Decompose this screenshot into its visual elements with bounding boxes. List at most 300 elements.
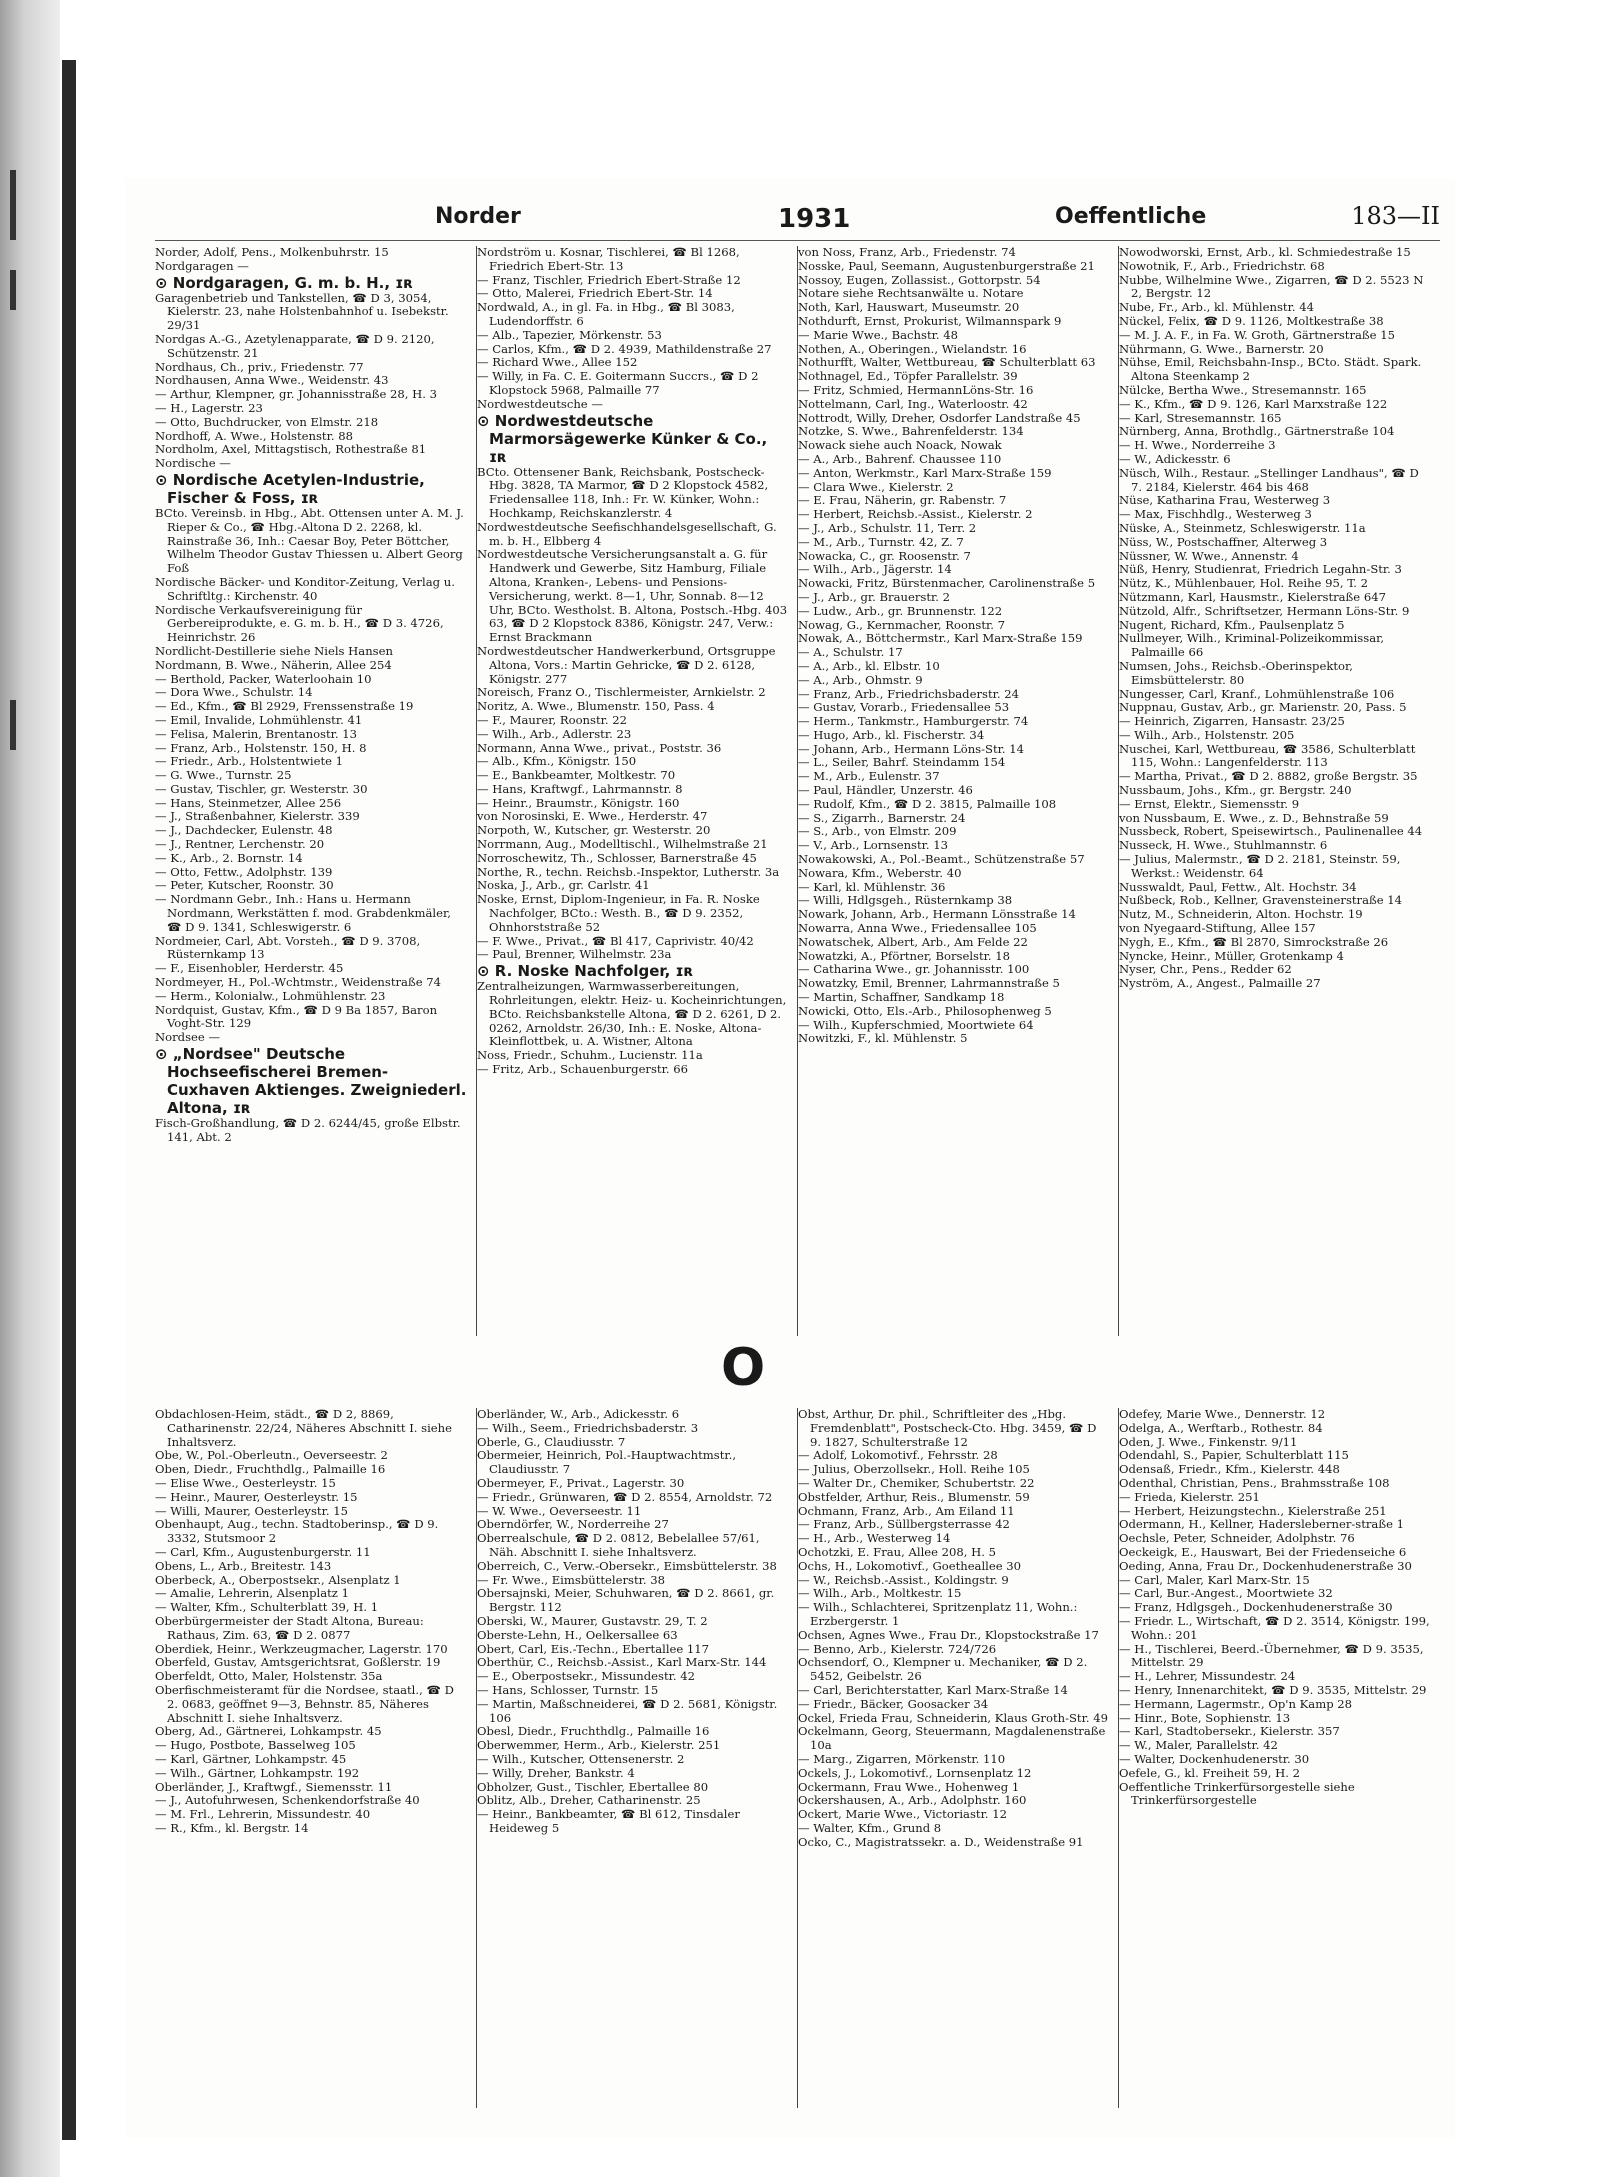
directory-entry: — Franz, Arb., Süllbergsterrasse 42 (798, 1517, 1010, 1532)
directory-entry: Nordgaragen — (155, 258, 249, 273)
directory-entry: — J., Dachdecker, Eulenstr. 48 (155, 823, 333, 838)
directory-entry: — Martin, Schaffner, Sandkamp 18 (798, 990, 1005, 1005)
directory-entry: — G. Wwe., Turnstr. 25 (155, 768, 292, 783)
directory-entry: Nubbe, Wilhelmine Wwe., Zigarren, ☎ D 2. 5523 N 2, Bergstr. 12 (1119, 272, 1424, 301)
directory-entry: Noritz, A. Wwe., Blumenstr. 150, Pass. 4 (477, 699, 715, 714)
directory-entry: Nordwestdeutsche — (477, 396, 603, 411)
directory-entry: Oeding, Anna, Frau Dr., Dockenhudenerstraße 30 (1119, 1558, 1412, 1573)
directory-entry: — A., Arb., kl. Elbstr. 10 (798, 658, 940, 673)
header-left: Norder (435, 204, 521, 229)
directory-entry: ⊙ Nordgaragen, G. m. b. H., ɪʀ (155, 273, 414, 292)
directory-entry: — Karl, Gärtner, Lohkampstr. 45 (155, 1751, 347, 1766)
section-letter: O (721, 1338, 766, 1398)
directory-entry: — V., Arb., Lornsenstr. 13 (798, 838, 949, 853)
directory-entry: — Gustav, Vorarb., Friedensallee 53 (798, 700, 1010, 715)
directory-entry: — Ed., Kfm., ☎ Bl 2929, Frenssenstraße 19 (155, 699, 414, 714)
directory-entry: — Franz, Arb., Friedrichsbaderstr. 24 (798, 686, 1020, 701)
scan-background-left (0, 0, 60, 2177)
directory-entry: Oberländer, W., Arb., Adickesstr. 6 (477, 1408, 680, 1421)
directory-entry: — W., Adickesstr. 6 (1119, 451, 1231, 466)
directory-entry: Nordische Verkaufsvereinigung für Gerbereiprodukte, e. G. m. b. H., ☎ D 3. 4726, Heinrichstr. 26 (155, 602, 444, 645)
directory-entry: — Otto, Fettw., Adolphstr. 139 (155, 864, 333, 879)
directory-entry: — Benno, Arb., Kielerstr. 724/726 (798, 1641, 997, 1656)
directory-entry: Obens, L., Arb., Breitestr. 143 (155, 1558, 332, 1573)
binding-mark (10, 270, 16, 310)
directory-column (476, 1408, 789, 2108)
directory-entry: — Wilh., Kutscher, Ottensenerstr. 2 (477, 1751, 685, 1766)
directory-entry: Oberle, G., Claudiusstr. 7 (477, 1434, 626, 1449)
directory-entry: — Heinr., Braumstr., Königstr. 160 (477, 795, 680, 810)
directory-entry: Nowacki, Fritz, Bürstenmacher, Carolinenstraße 5 (798, 576, 1096, 591)
directory-entry: Oberbürgermeister der Stadt Altona, Bureau: Rathaus, Zim. 63, ☎ D 2. 0877 (155, 1613, 424, 1642)
directory-entry: Obenhaupt, Aug., techn. Stadtoberinsp., ☎ D 9. 3332, Stutsmoor 2 (155, 1517, 439, 1546)
directory-entry: — Franz, Hdlgsgeh., Dockenhudenerstraße 30 (1119, 1600, 1393, 1615)
directory-entry: — Ludw., Arb., gr. Brunnenstr. 122 (798, 603, 1003, 618)
directory-entry: Noss, Friedr., Schuhm., Lucienstr. 11a (477, 1048, 703, 1063)
directory-entry: von Noss, Franz, Arb., Friedenstr. 74 (798, 246, 1016, 259)
directory-entry: — Paul, Brenner, Wilhelmstr. 23a (477, 947, 672, 962)
directory-entry: Odensaß, Friedr., Kfm., Kielerstr. 448 (1119, 1462, 1340, 1477)
directory-entry: — W., Maler, Parallelstr. 42 (1119, 1738, 1278, 1753)
directory-entry: — Adolf, Lokomotivf., Fehrsstr. 28 (798, 1448, 998, 1463)
directory-entry: — Carl, Kfm., Augustenburgerstr. 11 (155, 1544, 371, 1559)
directory-entry: — K., Arb., 2. Bornstr. 14 (155, 850, 303, 865)
directory-entry: Norder, Adolf, Pens., Molkenbuhrstr. 15 (155, 246, 389, 259)
directory-entry: Nürnberg, Anna, Brothdlg., Gärtnerstraße 104 (1119, 424, 1395, 439)
directory-entry: Nowacka, C., gr. Roosenstr. 7 (798, 548, 971, 563)
directory-entry: Odefey, Marie Wwe., Dennerstr. 12 (1119, 1408, 1326, 1421)
directory-column (1118, 1408, 1431, 2108)
directory-entry: — Dora Wwe., Schulstr. 14 (155, 685, 313, 700)
directory-entry: — Herbert, Heizungstechn., Kielerstraße 251 (1119, 1503, 1387, 1518)
directory-entry: — Heinr., Bankbeamter, ☎ Bl 612, Tinsdaler Heideweg 5 (477, 1807, 740, 1835)
directory-entry: Ocko, C., Magistratssekr. a. D., Weidenstraße 91 (798, 1834, 1084, 1849)
directory-entry: — H., Lehrer, Missundestr. 24 (1119, 1669, 1296, 1684)
directory-entry: — A., Arb., Ohmstr. 9 (798, 672, 923, 687)
directory-entry: Nowara, Kfm., Weberstr. 40 (798, 865, 962, 880)
directory-entry: Ockershausen, A., Arb., Adolphstr. 160 (798, 1793, 1027, 1808)
directory-entry: Nußbeck, Rob., Kellner, Gravensteinerstraße 14 (1119, 893, 1403, 908)
directory-entry: Zentralheizungen, Warmwasserbereitungen, Rohrleitungen, elektr. Heiz- u. Kocheinrichtungen, BCto. Reichsbankstelle Altona, ☎ D 2. 6261, D 2. 0262, Arnoldstr. 26/30, Inh.: E. Noske, Altona-Kleinflottbek, u. A. Wistner, Altona (477, 979, 787, 1049)
directory-entry: Nordmeier, Carl, Abt. Vorsteh., ☎ D 9. 3708, Rüsternkamp 13 (155, 933, 421, 962)
directory-entry: — Marie Wwe., Bachstr. 48 (798, 327, 959, 342)
directory-entry: — Hermann, Lagermstr., Op'n Kamp 28 (1119, 1696, 1353, 1711)
directory-entry: — Karl, Stadtobersekr., Kielerstr. 357 (1119, 1724, 1340, 1739)
directory-entry: — Wilh., Arb., Moltkestr. 15 (798, 1586, 962, 1601)
directory-entry: — Friedr., Grünwaren, ☎ D 2. 8554, Arnoldstr. 72 (477, 1489, 773, 1504)
directory-entry: Nottrodt, Willy, Dreher, Osdorfer Landstraße 45 (798, 410, 1081, 425)
directory-entry: Nutz, M., Schneiderin, Alton. Hochstr. 19 (1119, 907, 1363, 922)
directory-entry: Oden, J. Wwe., Finkenstr. 9/11 (1119, 1434, 1298, 1449)
directory-entry: Numsen, Johs., Reichsb.-Oberinspektor, Eimsbüttelerstr. 80 (1119, 658, 1353, 687)
directory-entry: Nygh, E., Kfm., ☎ Bl 2870, Simrockstraße 26 (1119, 934, 1389, 949)
directory-entry: Oblitz, Alb., Dreher, Catharinenstr. 25 (477, 1793, 701, 1808)
directory-entry: — Wilh., Arb., Holstenstr. 205 (1119, 727, 1295, 742)
directory-entry: Nordische Bäcker- und Konditor-Zeitung, Verlag u. Schriftltg.: Kirchenstr. 40 (155, 574, 455, 603)
directory-entry: Noska, J., Arb., gr. Carlstr. 41 (477, 878, 650, 893)
directory-entry: — H., Arb., Westerweg 14 (798, 1531, 951, 1546)
directory-entry: Oberreich, C., Verw.-Obersekr., Eimsbüttelerstr. 38 (477, 1558, 777, 1573)
directory-entry: Obersajnski, Meier, Schuhwaren, ☎ D 2. 8661, gr. Bergstr. 112 (477, 1586, 775, 1615)
directory-entry: — Ernst, Elektr., Siemensstr. 9 (1119, 796, 1300, 811)
directory-entry: — M. Frl., Lehrerin, Missundestr. 40 (155, 1807, 371, 1822)
directory-entry: Nordström u. Kosnar, Tischlerei, ☎ Bl 1268, Friedrich Ebert-Str. 13 (477, 246, 740, 273)
directory-entry: Oberfeld, Gustav, Amtsgerichtsrat, Goßlerstr. 19 (155, 1655, 441, 1670)
directory-entry: Nüssner, W. Wwe., Annenstr. 4 (1119, 548, 1299, 563)
directory-entry: Ockelmann, Georg, Steuermann, Magdalenenstraße 10a (798, 1724, 1106, 1753)
directory-entry: Nowatschek, Albert, Arb., Am Felde 22 (798, 934, 1028, 949)
directory-entry: — Martin, Maßschneiderei, ☎ D 2. 5681, Königstr. 106 (477, 1696, 778, 1725)
directory-entry: Ochsendorf, O., Klempner u. Mechaniker, ☎ D 2. 5452, Geibelstr. 26 (798, 1655, 1088, 1684)
directory-entry: — Henry, Innenarchitekt, ☎ D 9. 3535, Mittelstr. 29 (1119, 1682, 1427, 1697)
directory-entry: Nowarra, Anna Wwe., Friedensallee 105 (798, 921, 1037, 936)
directory-entry: — Wilh., Kupferschmied, Moortwiete 64 (798, 1017, 1034, 1032)
directory-entry: von Nyegaard-Stiftung, Allee 157 (1119, 921, 1316, 936)
directory-entry: Oben, Diedr., Fruchthdlg., Palmaille 16 (155, 1462, 386, 1477)
directory-entry: — Hans, Steinmetzer, Allee 256 (155, 795, 342, 810)
directory-entry: — Carlos, Kfm., ☎ D 2. 4939, Mathildenstraße 27 (477, 341, 772, 356)
directory-entry: Nuschei, Karl, Wettbureau, ☎ 3586, Schulterblatt 115, Wohn.: Langenfelderstr. 113 (1119, 741, 1416, 770)
directory-entry: — Fritz, Schmied, HermannLöns-Str. 16 (798, 382, 1034, 397)
directory-entry: — Julius, Oberzollsekr., Holl. Reihe 105 (798, 1462, 1030, 1477)
directory-entry: Nüss, W., Postschaffner, Alterweg 3 (1119, 534, 1328, 549)
directory-entry: Obesl, Diedr., Fruchthdlg., Palmaille 16 (477, 1724, 710, 1739)
directory-entry: — A., Arb., Bahrenf. Chaussee 110 (798, 451, 1002, 466)
directory-column (155, 246, 467, 1336)
directory-entry: Nordwestdeutsche Versicherungsanstalt a. G. für Handwerk und Gewerbe, Sitz Hamburg, Filiale Altona, Kranken-, Lebens- und Pensions-Versicherung, werkt. 8—1, Uhr, Sonnab. 8—12 Uhr, BCto. Westholst. B. Altona, Postsch.-Hbg. 403 63, ☎ D 2 Klopstock 8386, Königstr. 247, Verw.: Ernst Brackmann (477, 547, 788, 645)
directory-entry: — Emil, Invalide, Lohmühlenstr. 41 (155, 712, 363, 727)
directory-entry: Nordwald, A., in gl. Fa. in Hbg., ☎ Bl 3083, Ludendorffstr. 6 (477, 300, 735, 328)
directory-entry: Nyncke, Heinr., Müller, Grotenkamp 4 (1119, 948, 1344, 963)
directory-entry: — J., Rentner, Lerchenstr. 20 (155, 837, 325, 852)
directory-entry: Nowatzki, A., Pförtner, Borselstr. 18 (798, 948, 1011, 963)
directory-entry: — H., Tischlerei, Beerd.-Übernehmer, ☎ D 9. 3535, Mittelstr. 29 (1119, 1641, 1424, 1670)
directory-entry: Nugent, Richard, Kfm., Paulsenplatz 5 (1119, 617, 1345, 632)
directory-entry: Nüsch, Wilh., Restaur. „Stellinger Landhaus", ☎ D 7. 2184, Kielerstr. 464 bis 468 (1119, 465, 1419, 494)
directory-entry: — Wilh., Arb., Jägerstr. 14 (798, 562, 952, 577)
directory-entry: — Friedr., Arb., Holstentwiete 1 (155, 754, 344, 769)
directory-entry: Nordwestdeutsche Seefischhandelsgesellschaft, G. m. b. H., Elbberg 4 (477, 519, 777, 548)
directory-entry: Ochs, H., Lokomotivf., Goetheallee 30 (798, 1558, 1022, 1573)
directory-entry: — Hinr., Bote, Sophienstr. 13 (1119, 1710, 1291, 1725)
directory-entry: Nowatzky, Emil, Brenner, Lahrmannstraße 5 (798, 976, 1060, 991)
directory-entry: Northe, R., techn. Reichsb.-Inspektor, Lutherstr. 3a (477, 864, 780, 879)
directory-entry: Odermann, H., Kellner, Hadersleberner-straße 1 (1119, 1517, 1405, 1532)
directory-entry: Notzke, S. Wwe., Bahrenfelderstr. 134 (798, 424, 1024, 439)
directory-entry: Nordmann, B. Wwe., Näherin, Allee 254 (155, 657, 392, 672)
directory-entry: Nütz, K., Mühlenbauer, Hol. Reihe 95, T. 2 (1119, 576, 1368, 591)
directory-entry: Nüse, Katharina Frau, Westerweg 3 (1119, 493, 1331, 508)
directory-entry: — Nordmann Gebr., Inh.: Hans u. Hermann Nordmann, Werkstätten f. mod. Grabdenkmäler, ☎ D 9. 1341, Schleswigerstr. 6 (155, 892, 451, 934)
directory-entry: — Elise Wwe., Oesterleystr. 15 (155, 1475, 336, 1490)
directory-entry: Oberg, Ad., Gärtnerei, Lohkampstr. 45 (155, 1724, 382, 1739)
directory-entry: — H., Lagerstr. 23 (155, 400, 263, 415)
directory-column (155, 1408, 467, 2108)
directory-entry: — Herm., Tankmstr., Hamburgerstr. 74 (798, 714, 1029, 729)
directory-entry: — R., Kfm., kl. Bergstr. 14 (155, 1820, 309, 1835)
directory-entry: Nordische — (155, 456, 231, 471)
directory-entry: — Arthur, Klempner, gr. Johannisstraße 28, H. 3 (155, 387, 438, 402)
directory-entry: Nowotnik, F., Arb., Friedrichstr. 68 (1119, 258, 1325, 273)
directory-entry: — Heinr., Maurer, Oesterleystr. 15 (155, 1489, 358, 1504)
directory-entry: Obe, W., Pol.-Oberleutn., Oeverseestr. 2 (155, 1448, 388, 1463)
directory-entry: Oberndörfer, W., Norderreihe 27 (477, 1517, 669, 1532)
directory-entry: Nützold, Alfr., Schriftsetzer, Hermann Löns-Str. 9 (1119, 603, 1410, 618)
directory-entry: — Felisa, Malerin, Brentanostr. 13 (155, 726, 358, 741)
binding-edge (62, 60, 76, 2140)
directory-entry: von Norosinski, E. Wwe., Herderstr. 47 (477, 809, 708, 824)
directory-entry: — Otto, Malerei, Friedrich Ebert-Str. 14 (477, 286, 713, 301)
directory-entry: — Alb., Kfm., Königstr. 150 (477, 754, 637, 769)
directory-entry: — Clara Wwe., Kielerstr. 2 (798, 479, 954, 494)
directory-entry: — Otto, Buchdrucker, von Elmstr. 218 (155, 414, 379, 429)
directory-entry: — M., Arb., Turnstr. 42, Z. 7 (798, 534, 964, 549)
directory-entry: — Fritz, Arb., Schauenburgerstr. 66 (477, 1062, 688, 1077)
directory-entry: Nossoy, Eugen, Zollassist., Gottorpstr. 54 (798, 272, 1041, 287)
directory-entry: Obdachlosen-Heim, städt., ☎ D 2, 8869, Catharinenstr. 22/24, Näheres Abschnitt I. siehe Inhaltsverz. (155, 1408, 452, 1449)
directory-entry: — Catharina Wwe., gr. Johannisstr. 100 (798, 962, 1030, 977)
directory-column (797, 1408, 1110, 2108)
directory-column (1118, 246, 1431, 1336)
directory-entry: — Fr. Wwe., Eimsbüttelerstr. 38 (477, 1572, 666, 1587)
directory-entry: — Johann, Arb., Hermann Löns-Str. 14 (798, 741, 1025, 756)
directory-entry: Obstfelder, Arthur, Reis., Blumenstr. 59 (798, 1489, 1030, 1504)
directory-entry: Oberski, W., Maurer, Gustavstr. 29, T. 2 (477, 1613, 708, 1628)
directory-entry: — Willy, in Fa. C. E. Goitermann Succrs., ☎ D 2 Klopstock 5968, Palmaille 77 (477, 369, 759, 397)
header-rule (155, 240, 1440, 241)
entries-section-o (155, 1408, 1440, 2108)
directory-entry: Oberbeck, A., Oberpostsekr., Alsenplatz 1 (155, 1572, 401, 1587)
directory-entry: Ochotzki, E. Frau, Allee 208, H. 5 (798, 1544, 997, 1559)
directory-entry: Nothen, A., Oberingen., Wielandstr. 16 (798, 341, 1027, 356)
directory-entry: — S., Arb., von Elmstr. 209 (798, 824, 957, 839)
directory-entry: — Karl, Stresemannstr. 165 (1119, 410, 1282, 425)
directory-entry: — Walter, Dockenhudenerstr. 30 (1119, 1751, 1310, 1766)
directory-entry: — Franz, Arb., Holstenstr. 150, H. 8 (155, 740, 367, 755)
directory-entry: Normann, Anna Wwe., privat., Poststr. 36 (477, 740, 722, 755)
directory-entry: — Wilh., Seem., Friedrichsbaderstr. 3 (477, 1420, 699, 1435)
directory-entry: Oechsle, Peter, Schneider, Adolphstr. 76 (1119, 1531, 1355, 1546)
directory-entry: ⊙ Nordwestdeutsche Marmorsägewerke Künker & Co., ɪʀ (477, 411, 768, 466)
directory-entry: Nussbaum, Johs., Kfm., gr. Bergstr. 240 (1119, 783, 1352, 798)
directory-entry: Nussbeck, Robert, Speisewirtsch., Paulinenallee 44 (1119, 824, 1423, 839)
directory-entry: — Martha, Privat., ☎ D 2. 8882, große Bergstr. 35 (1119, 769, 1418, 784)
directory-entry: — A., Schulstr. 17 (798, 645, 903, 660)
directory-entry: Notare siehe Rechtsanwälte u. Notare (798, 286, 1024, 301)
directory-entry: — Marg., Zigarren, Mörkenstr. 110 (798, 1751, 1006, 1766)
directory-entry: — Friedr., Bäcker, Goosacker 34 (798, 1696, 989, 1711)
directory-entry: Oberländer, J., Kraftwgf., Siemensstr. 11 (155, 1779, 393, 1794)
directory-entry: Ockels, J., Lokomotivf., Lornsenplatz 12 (798, 1765, 1032, 1780)
directory-entry: — M., Arb., Eulenstr. 37 (798, 769, 940, 784)
directory-entry: Nordholm, Axel, Mittagstisch, Rothestraße 81 (155, 442, 427, 457)
directory-entry: Nordwestdeutscher Handwerkerbund, Ortsgruppe Altona, Vors.: Martin Gehricke, ☎ D 2. 6128, Königstr. 277 (477, 643, 776, 686)
directory-entry: — Hugo, Postbote, Basselweg 105 (155, 1738, 356, 1753)
directory-entry: — Richard Wwe., Allee 152 (477, 355, 638, 370)
directory-entry: — Peter, Kutscher, Roonstr. 30 (155, 878, 334, 893)
directory-entry: — Paul, Händler, Unzerstr. 46 (798, 783, 973, 798)
directory-column (476, 246, 789, 1336)
directory-entry: Norroschewitz, Th., Schlosser, Barnerstraße 45 (477, 850, 757, 865)
directory-entry: Nowak, A., Böttchermstr., Karl Marx-Straße 159 (798, 631, 1083, 646)
binding-mark (10, 700, 16, 750)
directory-entry: Oberthür, C., Reichsb.-Assist., Karl Marx-Str. 144 (477, 1655, 767, 1670)
directory-entry: ⊙ Nordische Acetylen-Industrie, Fischer & Foss, ɪʀ (155, 470, 425, 507)
directory-entry: Nottelmann, Carl, Ing., Waterloostr. 42 (798, 396, 1028, 411)
directory-entry: Nückel, Felix, ☎ D 9. 1126, Moltkestraße 38 (1119, 313, 1384, 328)
directory-entry: Odelga, A., Werftarb., Rothestr. 84 (1119, 1420, 1323, 1435)
directory-entry: — Franz, Tischler, Friedrich Ebert-Straße 12 (477, 272, 741, 287)
directory-entry: Nothnagel, Ed., Töpfer Parallelstr. 39 (798, 369, 1018, 384)
directory-entry: — Max, Fischhdlg., Westerweg 3 (1119, 507, 1312, 522)
directory-entry: — Willi, Hdlgsgeh., Rüsternkamp 38 (798, 893, 1013, 908)
directory-entry: Nowark, Johann, Arb., Hermann Lönsstraße 14 (798, 907, 1076, 922)
directory-entry: — Hans, Schlosser, Turnstr. 15 (477, 1682, 659, 1697)
directory-entry: Nothdurft, Ernst, Prokurist, Wilmannspark 9 (798, 313, 1062, 328)
directory-entry: Nordmeyer, H., Pol.-Wchtmstr., Weidenstraße 74 (155, 975, 442, 990)
directory-entry: Nusseck, H. Wwe., Stuhlmannstr. 6 (1119, 838, 1328, 853)
directory-entry: Nordsee — (155, 1030, 221, 1045)
directory-entry: — Amalie, Lehrerin, Alsenplatz 1 (155, 1586, 349, 1601)
directory-entry: — F., Maurer, Roonstr. 22 (477, 712, 628, 727)
directory-entry: — Willi, Maurer, Oesterleystr. 15 (155, 1503, 348, 1518)
directory-entry: BCto. Vereinsb. in Hbg., Abt. Ottensen unter A. M. J. Rieper & Co., ☎ Hbg.-Altona D 2. 2268, kl. Rainstraße 36, Inh.: Caesar Boy, Peter Böttcher, Wilhelm Theodor Gustav Thiessen u. Albert Georg Foß (155, 505, 464, 576)
directory-entry: Nowakowski, A., Pol.-Beamt., Schützenstraße 57 (798, 852, 1085, 867)
directory-entry: Oeffentliche Trinkerfürsorgestelle siehe Trinkerfürsorgestelle (1119, 1779, 1355, 1808)
directory-entry: — Hans, Kraftwgf., Lahrmannstr. 8 (477, 781, 683, 796)
directory-entry: Nordgas A.-G., Azetylenapparate, ☎ D 9. 2120, Schützenstr. 21 (155, 331, 435, 360)
directory-entry: Nullmeyer, Wilh., Kriminal-Polizeikommissar, Palmaille 66 (1119, 631, 1385, 660)
directory-entry: — Carl, Berichterstatter, Karl Marx-Straße 14 (798, 1682, 1068, 1697)
directory-entry: Nühse, Emil, Reichsbahn-Insp., BCto. Städt. Spark. Altona Steenkamp 2 (1119, 355, 1422, 384)
directory-entry: Nordlicht-Destillerie siehe Niels Hansen (155, 643, 393, 658)
page-number: 183—II (1351, 202, 1440, 230)
directory-entry: Odenthal, Christian, Pens., Brahmsstraße 108 (1119, 1475, 1390, 1490)
header-right: Oeffentliche (1055, 204, 1207, 229)
directory-entry: — Anton, Werkmstr., Karl Marx-Straße 159 (798, 465, 1052, 480)
directory-entry: — E., Bankbeamter, Moltkestr. 70 (477, 768, 676, 783)
directory-entry: — Frieda, Kielerstr. 251 (1119, 1489, 1260, 1504)
directory-entry: Obst, Arthur, Dr. phil., Schriftleiter des „Hbg. Fremdenblatt", Postscheck-Cto. Hbg. 3459, ☎ D 9. 1827, Schulterstraße 12 (798, 1408, 1097, 1449)
directory-entry: Nusswaldt, Paul, Fettw., Alt. Hochstr. 34 (1119, 879, 1357, 894)
directory-entry: Nungesser, Carl, Kranf., Lohmühlenstraße 106 (1119, 686, 1395, 701)
directory-entry: — Berthold, Packer, Waterloohain 10 (155, 671, 372, 686)
directory-entry: Garagenbetrieb und Tankstellen, ☎ D 3, 3054, Kielerstr. 23, nahe Holstenbahnhof u. Isebekstr. 29/31 (155, 290, 449, 333)
directory-entry: Oefele, G., kl. Freiheit 59, H. 2 (1119, 1765, 1300, 1780)
directory-entry: Nyser, Chr., Pens., Redder 62 (1119, 962, 1292, 977)
directory-entry: Nützmann, Karl, Hausmstr., Kielerstraße 647 (1119, 589, 1386, 604)
directory-entry: Noske, Ernst, Diplom-Ingenieur, in Fa. R. Noske Nachfolger, BCto.: Westh. B., ☎ D 9. 2352, Ohnhorststraße 52 (477, 892, 760, 934)
directory-entry: Nordquist, Gustav, Kfm., ☎ D 9 Ba 1857, Baron Voght-Str. 129 (155, 1002, 438, 1031)
directory-entry: — S., Zigarrh., Barnerstr. 24 (798, 810, 966, 825)
directory-entry: Nüske, A., Steinmetz, Schleswigerstr. 11a (1119, 520, 1366, 535)
directory-entry: Nordhaus, Ch., priv., Friedenstr. 77 (155, 359, 364, 374)
header-year: 1931 (778, 204, 851, 234)
directory-entry: Nowicki, Otto, Els.-Arb., Philosophenweg 5 (798, 1003, 1052, 1018)
directory-entry: Oberdiek, Heinr., Werkzeugmacher, Lagerstr. 170 (155, 1641, 448, 1656)
directory-entry: Noreisch, Franz O., Tischlermeister, Arnkielstr. 2 (477, 685, 766, 700)
directory-entry: — Karl, kl. Mühlenstr. 36 (798, 879, 946, 894)
directory-entry: — Herm., Kolonialw., Lohmühlenstr. 23 (155, 988, 386, 1003)
directory-entry: Oberrealschule, ☎ D 2. 0812, Bebelallee 57/61, Näh. Abschnitt I. siehe Inhaltsverz. (477, 1531, 760, 1559)
directory-entry: Ockermann, Frau Wwe., Hohenweg 1 (798, 1779, 1020, 1794)
directory-entry: — Hugo, Arb., kl. Fischerstr. 34 (798, 727, 985, 742)
binding-mark (10, 170, 16, 240)
directory-entry: — Gustav, Tischler, gr. Westerstr. 30 (155, 781, 368, 796)
running-head (155, 200, 1440, 236)
directory-entry: Nothurfft, Walter, Wettbureau, ☎ Schulterblatt 63 (798, 355, 1096, 370)
directory-entry: — Walter, Kfm., Grund 8 (798, 1820, 942, 1835)
directory-entry: — Willy, Dreher, Bankstr. 4 (477, 1765, 635, 1780)
directory-entry: Nowodworski, Ernst, Arb., kl. Schmiedestraße 15 (1119, 246, 1411, 259)
directory-entry: — Walter, Kfm., Schulterblatt 39, H. 1 (155, 1600, 379, 1615)
directory-entry: — L., Seiler, Bahrf. Steindamm 154 (798, 755, 1006, 770)
directory-entry: Oberfeldt, Otto, Maler, Holstenstr. 35a (155, 1669, 383, 1684)
directory-entry: — Walter Dr., Chemiker, Schubertstr. 22 (798, 1475, 1035, 1490)
directory-entry: Fisch-Großhandlung, ☎ D 2. 6244/45, große Elbstr. 141, Abt. 2 (155, 1116, 461, 1144)
directory-entry: — E., Oberpostsekr., Missundestr. 42 (477, 1669, 695, 1684)
directory-entry: — K., Kfm., ☎ D 9. 126, Karl Marxstraße 122 (1119, 396, 1388, 411)
directory-entry: Nosske, Paul, Seemann, Augustenburgerstraße 21 (798, 258, 1095, 273)
directory-entry: Nowitzki, F., kl. Mühlenstr. 5 (798, 1031, 968, 1046)
directory-entry: — Wilh., Schlachterei, Spritzenplatz 11, Wohn.: Erzbergerstr. 1 (798, 1600, 1078, 1628)
directory-entry: — Wilh., Gärtner, Lohkampstr. 192 (155, 1765, 360, 1780)
directory-entry: — J., Straßenbahner, Kielerstr. 339 (155, 809, 360, 824)
directory-entry: — Herbert, Reichsb.-Assist., Kielerstr. 2 (798, 507, 1033, 522)
directory-entry: Oberste-Lehn, H., Oelkersallee 63 (477, 1627, 678, 1642)
directory-entry: Ochsen, Agnes Wwe., Frau Dr., Klopstockstraße 17 (798, 1627, 1099, 1642)
directory-entry: Nowag, G., Kernmacher, Roonstr. 7 (798, 617, 1006, 632)
directory-entry: Nyström, A., Angest., Palmaille 27 (1119, 976, 1321, 991)
directory-entry: Nowack siehe auch Noack, Nowak (798, 438, 1002, 453)
directory-entry: Obert, Carl, Eis.-Techn., Ebertallee 117 (477, 1641, 710, 1656)
directory-entry: Nührmann, G. Wwe., Barnerstr. 20 (1119, 341, 1324, 356)
directory-entry: Nülcke, Bertha Wwe., Stresemannstr. 165 (1119, 382, 1367, 397)
directory-entry: BCto. Ottensener Bank, Reichsbank, Postscheck-Hbg. 3828, TA Marmor, ☎ D 2 Klopstock 4582, Friedensallee 118, Inh.: Fr. W. Künker, Wohn.: Hochkamp, Reichskanzlerstr. 4 (477, 464, 769, 520)
directory-entry: — J., Autofuhrwesen, Schenkendorfstraße 40 (155, 1793, 420, 1808)
directory-page (125, 178, 1455, 2138)
directory-entry: — M. J. A. F., in Fa. W. Groth, Gärtnerstraße 15 (1119, 327, 1395, 342)
directory-entry: — J., Arb., gr. Brauerstr. 2 (798, 589, 951, 604)
directory-entry: ⊙ „Nordsee" Deutsche Hochseefischerei Bremen-Cuxhaven Aktienges. Zweigniederl. Altona, ɪʀ (155, 1045, 467, 1118)
directory-entry: — Heinrich, Zigarren, Hansastr. 23/25 (1119, 714, 1345, 729)
directory-entry: Noth, Karl, Hauswart, Museumstr. 20 (798, 300, 1020, 315)
entries-section-n (155, 246, 1440, 1336)
directory-entry: ⊙ R. Noske Nachfolger, ɪʀ (477, 962, 694, 981)
directory-entry: Obermeyer, F., Privat., Lagerstr. 30 (477, 1475, 685, 1490)
directory-column (797, 246, 1110, 1336)
directory-entry: Oberfischmeisteramt für die Nordsee, staatl., ☎ D 2. 0683, geöffnet 9—3, Behnstr. 85, Näheres Abschnitt I. siehe Inhaltsverz. (155, 1682, 454, 1725)
directory-entry: Obholzer, Gust., Tischler, Ebertallee 80 (477, 1779, 709, 1794)
directory-entry: Ockel, Frieda Frau, Schneiderin, Klaus Groth-Str. 49 (798, 1710, 1108, 1725)
directory-entry: — H. Wwe., Norderreihe 3 (1119, 438, 1276, 453)
directory-entry: — Carl, Maler, Karl Marx-Str. 15 (1119, 1572, 1310, 1587)
directory-entry: Nüß, Henry, Studienrat, Friedrich Legahn-Str. 3 (1119, 562, 1402, 577)
directory-entry: Obermeier, Heinrich, Pol.-Hauptwachtmstr., Claudiusstr. 7 (477, 1448, 737, 1477)
directory-entry: Norpoth, W., Kutscher, gr. Westerstr. 20 (477, 823, 711, 838)
directory-entry: Nuppnau, Gustav, Arb., gr. Marienstr. 20, Pass. 5 (1119, 700, 1407, 715)
directory-entry: — Rudolf, Kfm., ☎ D 2. 3815, Palmaille 108 (798, 796, 1057, 811)
directory-entry: — Friedr. L., Wirtschaft, ☎ D 2. 3514, Königstr. 199, Wohn.: 201 (1119, 1613, 1430, 1642)
directory-entry: — F. Wwe., Privat., ☎ Bl 417, Caprivistr. 40/42 (477, 933, 754, 948)
directory-entry: — J., Arb., Schulstr. 11, Terr. 2 (798, 520, 977, 535)
directory-entry: Ockert, Marie Wwe., Victoriastr. 12 (798, 1807, 1007, 1822)
directory-entry: Oberwemmer, Herm., Arb., Kielerstr. 251 (477, 1738, 721, 1753)
directory-entry: Nordhausen, Anna Wwe., Weidenstr. 43 (155, 373, 389, 388)
directory-entry: — Wilh., Arb., Adlerstr. 23 (477, 726, 632, 741)
directory-entry: — E. Frau, Näherin, gr. Rabenstr. 7 (798, 493, 1007, 508)
directory-entry: — F., Eisenhobler, Herderstr. 45 (155, 961, 344, 976)
